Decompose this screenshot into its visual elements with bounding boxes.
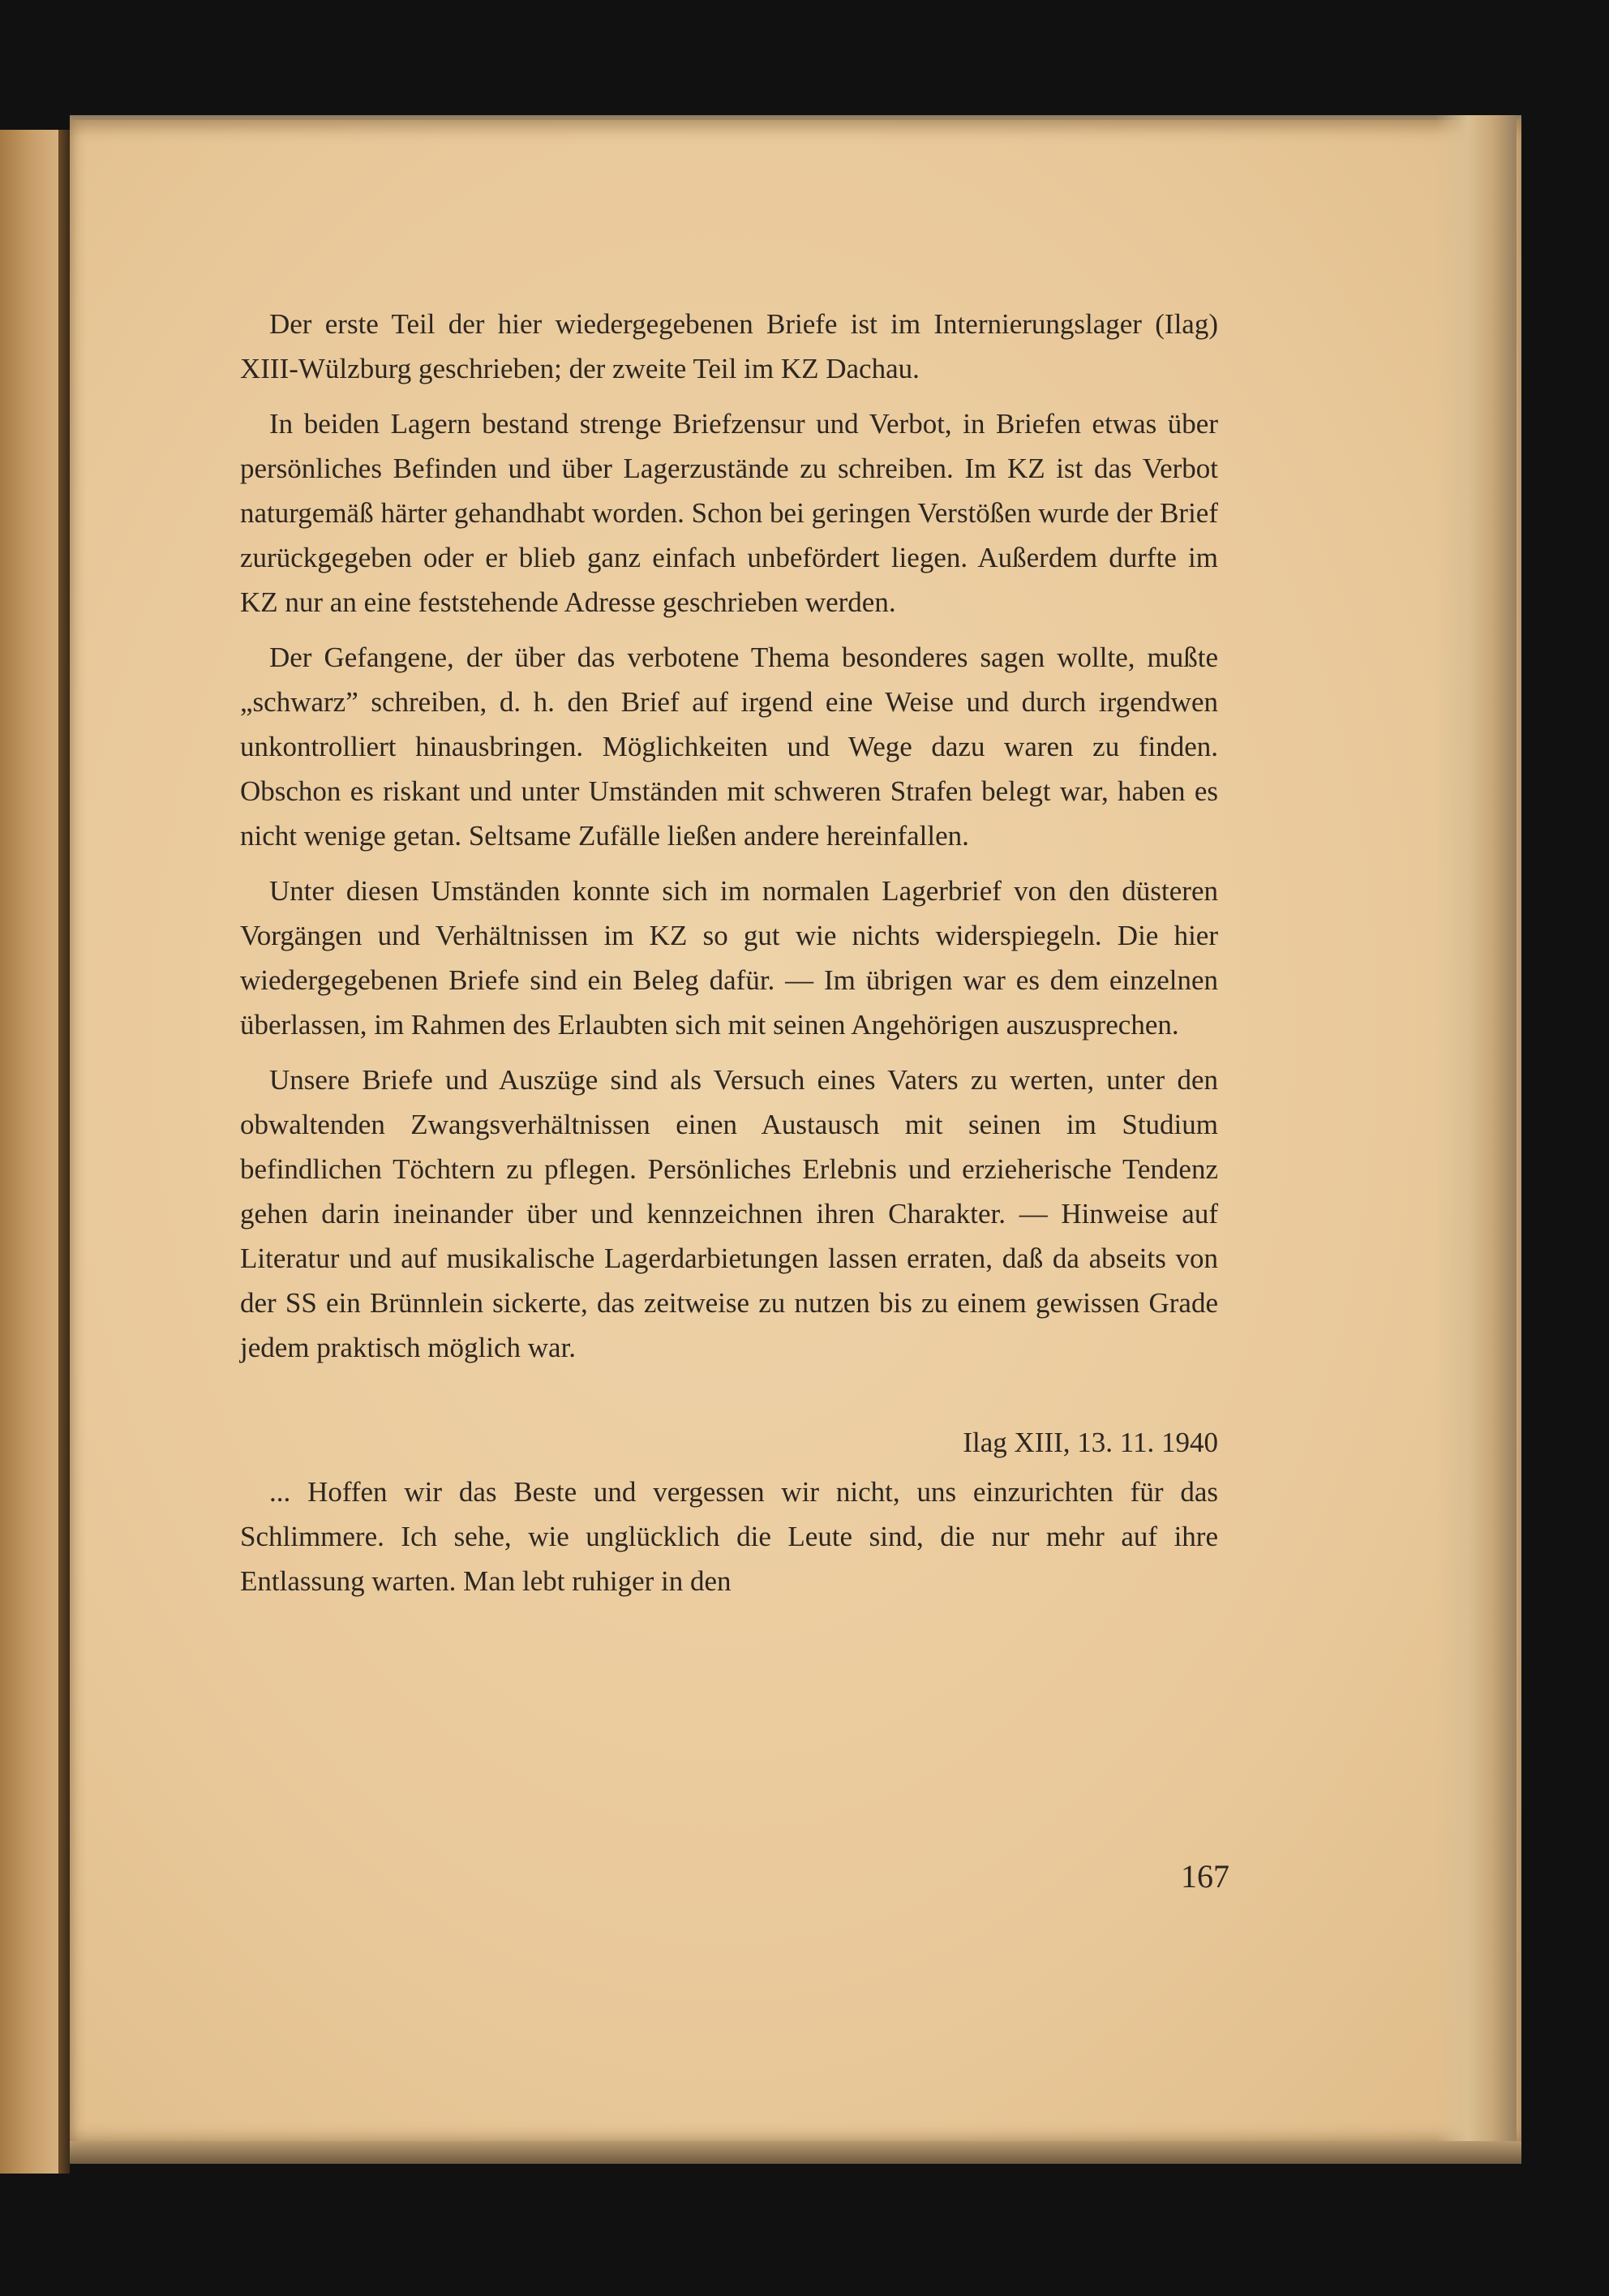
left-page-edge xyxy=(0,130,63,2174)
page-bottom-edge xyxy=(70,2141,1521,2164)
letter-date: Ilag XIII, 13. 11. 1940 xyxy=(963,1427,1218,1458)
paragraph-2: In beiden Lagern bestand strenge Briefzensur und Verbot, in Briefen etwas über persönliches Befinden und über Lagerzustände zu schreiben. Im KZ ist das Verbot naturgemäß härter gehandhabt worden. Schon bei geringen Verstößen wurde der Brief zurückgegeben oder er blieb ganz einfach unbefördert liegen. Außerdem durfte im KZ nur an eine feststehende Adresse geschrieben werden. xyxy=(240,408,1218,618)
page-right-edge xyxy=(1435,115,1517,2164)
page-number: 167 xyxy=(1181,1858,1229,1895)
page-text xyxy=(240,302,1218,1614)
book-spine-shadow xyxy=(58,130,70,2174)
paragraph-3: Der Gefangene, der über das verbotene Thema besonderes sagen wollte, mußte „schwarz” schreiben, d. h. den Brief auf irgend eine Weise und durch irgendwen unkontrolliert hinausbringen. Möglichkeiten und Wege dazu waren zu finden. Obschon es riskant und unter Umständen mit schweren Strafen belegt war, haben es nicht wenige getan. Seltsame Zufälle ließen andere hereinfallen. xyxy=(240,642,1218,852)
paragraph-4: Unter diesen Umständen konnte sich im normalen Lagerbrief von den düsteren Vorgängen und Verhältnissen im KZ so gut wie nichts widerspiegeln. Die hier wiedergegebenen Briefe sind ein Beleg dafür. — Im übrigen war es dem einzelnen überlassen, im Rahmen des Erlaubten sich mit seinen Angehörigen auszusprechen. xyxy=(240,875,1218,1041)
paragraph-1: Der erste Teil der hier wiedergegebenen Briefe ist im Internierungslager (Ilag) XIII-Wülzburg geschrieben; der zweite Teil im KZ Dachau. xyxy=(240,308,1218,384)
paragraph-5: Unsere Briefe und Auszüge sind als Versuch eines Vaters zu werten, unter den obwaltenden Zwangsverhältnissen einen Austausch mit seinen im Studium befindlichen Töchtern zu pflegen. Persönliches Erlebnis und erzieherische Tendenz gehen darin ineinander über und kennzeichnen ihren Charakter. — Hinweise auf Literatur und auf musikalische Lagerdarbietungen lassen erraten, daß da abseits von der SS ein Brünnlein sickerte, das zeitweise zu nutzen bis zu einem gewissen Grade jedem praktisch möglich war. xyxy=(240,1064,1218,1363)
letter-text: ... Hoffen wir das Beste und vergessen wir nicht, uns einzurichten für das Schlimmere. Ich sehe, wie unglücklich die Leute sind, die nur mehr auf ihre Entlassung warten. Man lebt ruhiger in den xyxy=(240,1476,1218,1597)
